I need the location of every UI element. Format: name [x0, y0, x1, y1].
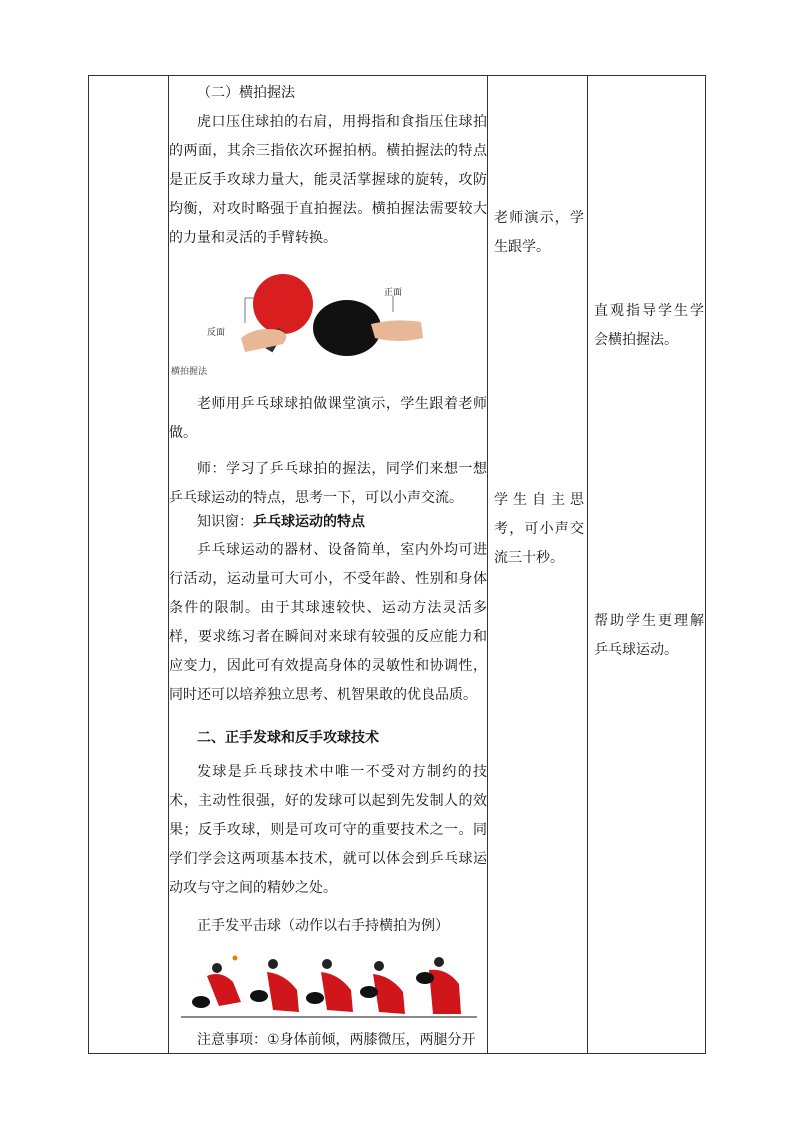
label-front-side: 正面 [384, 288, 403, 298]
knowledge-window-heading [197, 512, 487, 532]
red-paddle-face [253, 274, 313, 334]
section-heading-serve: 二、正手发球和反手攻球技术 [197, 730, 379, 746]
lesson-table [88, 75, 706, 1054]
knowledge-title: 乒乓球运动的特点 [253, 514, 365, 530]
paragraph-grip-description: 虎口压住球拍的右肩，用拇指和食指压住球拍的两面，其余三指依次环握拍柄。横拍握法的特点是正反手攻球力量大，能灵活掌握球的旋转，攻防均衡，对攻时略强于直拍握法。横拍握法需要较大的力量和灵活的手臂转换。 [169, 114, 487, 246]
hand-right [371, 320, 423, 341]
paragraph-forehand-serve: 正手发平击球（动作以右手持横拍为例） [197, 918, 449, 934]
intent-note-understand: 帮助学生更理解乒乓球运动。 [594, 613, 704, 658]
paragraph-teacher-question: 师：学习了乒乓球拍的握法，同学们来想一想乒乓球运动的特点，思考一下，可以小声交流。 [169, 461, 487, 506]
activity-note-demo: 老师演示，学生跟学。 [494, 210, 584, 255]
paragraph-notes: 注意事项：①身体前倾，两膝微压，两腿分开 [197, 1032, 476, 1048]
column-divider [487, 76, 488, 1053]
column-divider [587, 76, 588, 1053]
intent-note-grip: 直观指导学生学会横拍握法。 [594, 303, 704, 348]
paragraph-demo: 老师用乒乓球球拍做课堂演示，学生跟着老师做。 [169, 396, 487, 441]
serve-sequence-figure [181, 950, 477, 1018]
paragraph-characteristics: 乒乓球运动的器材、设备简单，室内外均可进行活动，运动量可大可小，不受年龄、性别和身体条件的限制。由于其球速较快、运动方法灵活多样，要求练习者在瞬间对来球有较强的反应能力和应变力，因此可有效提高身体的灵敏性和协调性，同时还可以培养独立思考、机智果敢的优良品质。 [169, 542, 487, 703]
hand-left [241, 329, 286, 352]
knowledge-prefix: 知识窗： [197, 514, 253, 530]
grip-illustration [201, 268, 441, 368]
figure-caption: 横拍握法 [171, 367, 208, 377]
section-heading-grip: （二）横拍握法 [197, 85, 295, 101]
black-paddle-face [313, 300, 381, 356]
activity-note-think: 学生自主思考，可小声交流三十秒。 [494, 492, 584, 566]
grip-figure [171, 268, 441, 377]
serve-sequence-illustration [181, 950, 477, 1018]
paragraph-serve-intro: 发球是乒乓球技术中唯一不受对方制约的技术，主动性很强，好的发球可以起到先发制人的效果；反手攻球，则是可攻可守的重要技术之一。同学们学会这两项基本技术，就可以体会到乒乓球运动攻与守之间的精妙之处。 [169, 764, 487, 896]
label-back-side: 反面 [207, 328, 226, 338]
